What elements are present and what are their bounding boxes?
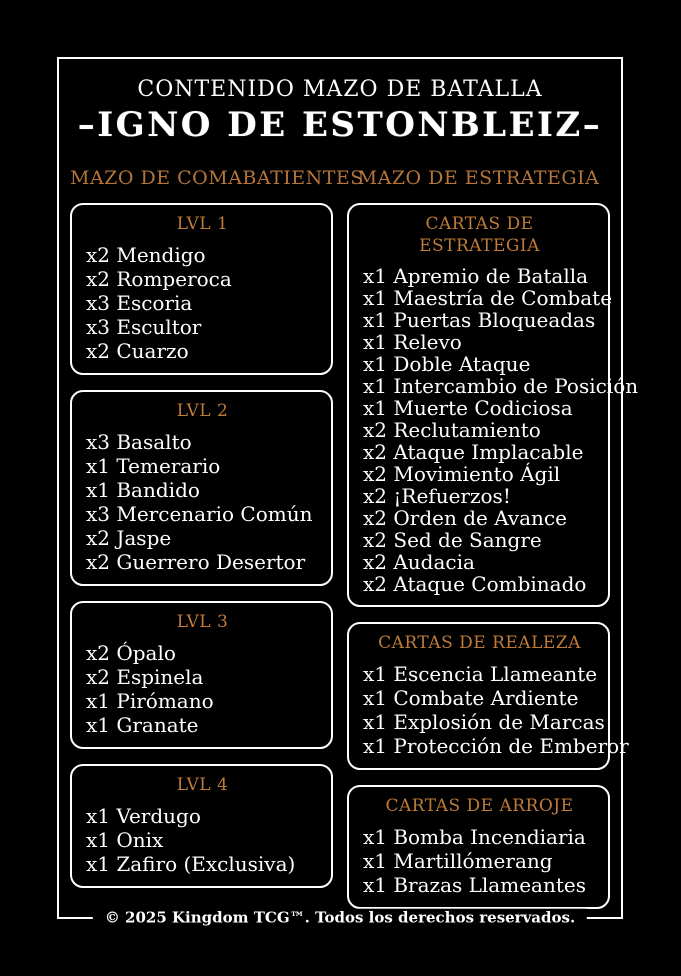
card-item: x1 Relevo <box>363 330 462 354</box>
deck-card <box>347 622 629 770</box>
deck-column <box>347 167 639 909</box>
card-item: x3 Escoria <box>86 291 193 315</box>
card-item: x2 Reclutamiento <box>363 418 541 442</box>
card-title: LVL 2 <box>176 401 229 421</box>
card-item: x1 Combate Ardiente <box>363 686 579 710</box>
card-item: x1 Temerario <box>86 454 221 478</box>
card-item: x1 Onix <box>86 828 164 852</box>
card-title: CARTAS DE REALEZA <box>378 633 581 653</box>
deck-subtitle: CONTENIDO MAZO DE BATALLA <box>137 77 543 102</box>
card-title: LVL 1 <box>176 214 229 234</box>
card-item: x1 Pirómano <box>86 689 214 713</box>
card-item: x2 Jaspe <box>86 526 172 550</box>
content-frame <box>57 57 639 927</box>
card-item: x1 Bandido <box>86 478 200 502</box>
card-item: x1 Zafiro (Exclusiva) <box>86 852 296 876</box>
card-item: x2 Romperoca <box>86 267 232 291</box>
column-heading: MAZO DE COMABATIENTES <box>70 167 364 189</box>
deck-card <box>347 203 639 607</box>
column-heading: MAZO DE ESTRATEGIA <box>357 167 600 189</box>
card-item: x1 Muerte Codiciosa <box>363 396 573 420</box>
poster-header <box>59 59 621 145</box>
card-item: x2 Sed de Sangre <box>363 528 542 552</box>
card-item: x2 Cuarzo <box>86 339 189 363</box>
card-item: x3 Basalto <box>86 430 192 454</box>
card-item: x1 Intercambio de Posición <box>363 374 639 398</box>
deck-columns <box>59 167 639 909</box>
card-title: CARTAS DE ARROJE <box>385 796 574 816</box>
card-item: x2 Ataque Implacable <box>363 440 584 464</box>
card-item: x2 Ataque Combinado <box>363 572 587 596</box>
deck-card <box>70 601 333 749</box>
card-item: x2 Guerrero Desertor <box>86 550 306 574</box>
card-item: x1 Explosión de Marcas <box>363 710 605 734</box>
card-item: x3 Mercenario Común <box>86 502 313 526</box>
deck-title: –IGNO DE ESTONBLEIZ– <box>77 105 603 145</box>
card-item: x1 Bomba Incendiaria <box>363 825 586 849</box>
deck-card <box>70 390 333 586</box>
card-item: x3 Escultor <box>86 315 202 339</box>
card-title: LVL 4 <box>176 775 229 795</box>
card-item: x1 Doble Ataque <box>363 352 531 376</box>
card-item: x1 Escencia Llameante <box>363 662 598 686</box>
card-item: x1 Martillómerang <box>363 849 553 873</box>
card-item: x1 Granate <box>86 713 199 737</box>
card-title: LVL 3 <box>176 612 229 632</box>
card-item: x1 Puertas Bloqueadas <box>363 308 596 332</box>
card-item: x2 Espinela <box>86 665 204 689</box>
card-item: x1 Verdugo <box>86 804 201 828</box>
card-item: x2 Audacia <box>363 550 475 574</box>
card-item: x2 Mendigo <box>86 243 206 267</box>
deck-card <box>70 203 333 375</box>
deck-column <box>70 167 364 888</box>
card-item: x2 ¡Refuerzos! <box>363 484 511 508</box>
card-item: x1 Protección de Emberor <box>363 734 629 758</box>
card-item: x2 Orden de Avance <box>363 506 567 530</box>
deck-card <box>70 764 333 888</box>
copyright-notice: © 2025 Kingdom TCG™. Todos los derechos reservados. <box>93 909 587 927</box>
card-title: CARTAS DE ESTRATEGIA <box>419 214 540 256</box>
card-item: x1 Brazas Llameantes <box>363 873 586 897</box>
card-item: x2 Movimiento Ágil <box>363 462 561 486</box>
card-item: x1 Apremio de Batalla <box>363 264 589 288</box>
card-item: x1 Maestría de Combate <box>363 286 613 310</box>
deck-card <box>347 785 610 909</box>
card-item: x2 Ópalo <box>86 641 176 665</box>
